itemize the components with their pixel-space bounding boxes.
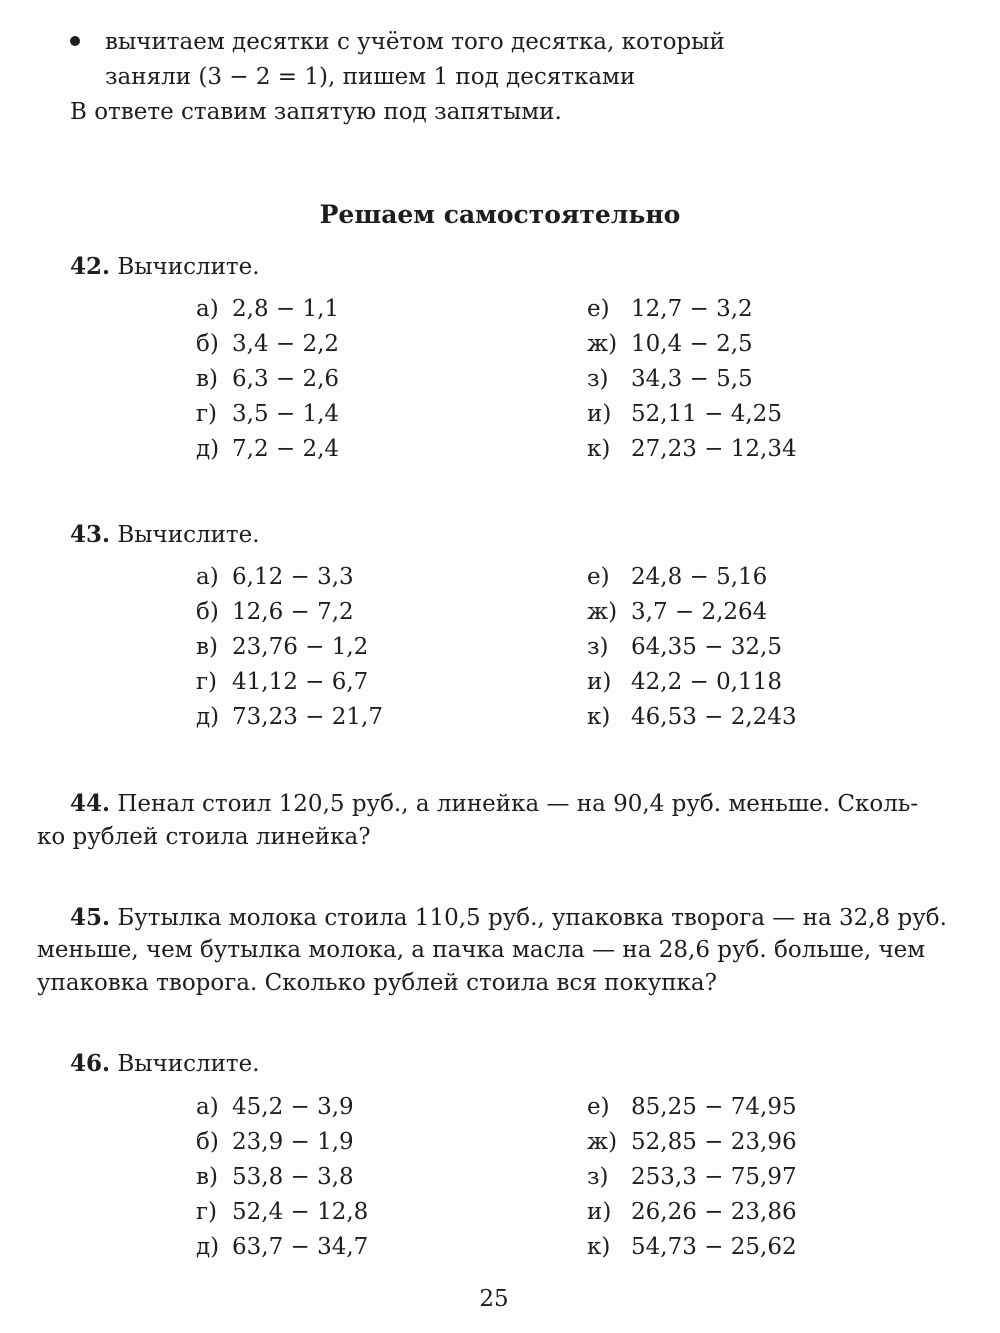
exercise-43-header — [70, 517, 260, 553]
problem-46i — [587, 1195, 797, 1230]
problem-expression: 3,5 − 1,4 — [232, 401, 340, 427]
exercise-42-header — [70, 249, 260, 285]
problem-expression: 64,35 − 32,5 — [631, 634, 782, 660]
problem-label: г) — [196, 669, 218, 695]
problem-label: в) — [196, 366, 218, 392]
exercise-45-line-1 — [70, 900, 947, 936]
exercise-44-line-2: ко рублей стоила линейка? — [37, 824, 371, 850]
exercise-42-left-column — [196, 292, 339, 467]
problem-label: д) — [196, 704, 220, 730]
problem-expression: 2,8 − 1,1 — [232, 296, 340, 322]
problem-expression: 7,2 − 2,4 — [232, 436, 340, 462]
problem-expression: 42,2 − 0,118 — [631, 669, 782, 695]
problem-label: б) — [196, 599, 219, 625]
problem-label: г) — [196, 401, 218, 427]
problem-expression: 85,25 − 74,95 — [631, 1094, 797, 1120]
problem-expression: 52,85 − 23,96 — [631, 1129, 797, 1155]
exercise-42-right-column — [587, 292, 797, 467]
exercise-46-header — [70, 1046, 260, 1082]
exercise-44-line-1 — [70, 786, 918, 822]
problem-46g — [196, 1195, 368, 1230]
exercise-45-line-2: меньше, чем бутылка молока, а пачка масла — на 28,6 руб. больше, чем — [37, 937, 926, 963]
problem-expression: 26,26 − 23,86 — [631, 1199, 797, 1225]
problem-46k — [587, 1230, 797, 1265]
problem-label: в) — [196, 634, 218, 660]
problem-label: и) — [587, 401, 612, 427]
problem-expression: 46,53 − 2,243 — [631, 704, 797, 730]
problem-42g — [196, 397, 339, 432]
page-number: 25 — [479, 1286, 509, 1312]
intro-conclusion: В ответе ставим запятую под запятыми. — [70, 99, 562, 125]
problem-42z — [587, 362, 797, 397]
problem-label: в) — [196, 1164, 218, 1190]
problem-43zh — [587, 595, 797, 630]
problem-42zh — [587, 327, 797, 362]
problem-label: а) — [196, 1094, 219, 1120]
problem-42b — [196, 327, 339, 362]
problem-42v — [196, 362, 339, 397]
problem-42a — [196, 292, 339, 327]
problem-label: е) — [587, 296, 610, 322]
problem-label: б) — [196, 1129, 219, 1155]
problem-label: и) — [587, 1199, 612, 1225]
problem-expression: 3,4 − 2,2 — [232, 331, 340, 357]
exercise-44-number: 44. — [70, 790, 111, 817]
exercise-46-number: 46. — [70, 1050, 111, 1077]
problem-label: г) — [196, 1199, 218, 1225]
problem-expression: 6,3 − 2,6 — [232, 366, 340, 392]
problem-label: к) — [587, 704, 611, 730]
problem-label: з) — [587, 366, 609, 392]
exercise-44-text: Пенал стоил 120,5 руб., а линейка — на 90,4 руб. меньше. Сколь- — [117, 791, 919, 817]
intro-bullet-line-1: вычитаем десятки с учётом того десятка, который — [105, 29, 725, 55]
problem-43b — [196, 595, 383, 630]
problem-label: б) — [196, 331, 219, 357]
exercise-43-instruction: Вычислите. — [117, 522, 260, 548]
problem-expression: 10,4 − 2,5 — [631, 331, 753, 357]
problem-expression: 23,9 − 1,9 — [232, 1129, 354, 1155]
exercise-46-left-column — [196, 1090, 368, 1265]
problem-46b — [196, 1125, 368, 1160]
problem-expression: 52,11 − 4,25 — [631, 401, 782, 427]
exercise-46-instruction: Вычислите. — [117, 1051, 260, 1077]
problem-42k — [587, 432, 797, 467]
problem-label: е) — [587, 564, 610, 590]
problem-expression: 253,3 − 75,97 — [631, 1164, 797, 1190]
exercise-46-right-column — [587, 1090, 797, 1265]
exercise-45-number: 45. — [70, 904, 111, 931]
problem-expression: 41,12 − 6,7 — [232, 669, 369, 695]
problem-label: ж) — [587, 1129, 618, 1155]
problem-label: к) — [587, 436, 611, 462]
problem-expression: 34,3 − 5,5 — [631, 366, 753, 392]
exercise-45-line-3: упаковка творога. Сколько рублей стоила вся покупка? — [37, 970, 717, 996]
problem-expression: 53,8 − 3,8 — [232, 1164, 354, 1190]
problem-43d — [196, 700, 383, 735]
problem-expression: 3,7 − 2,264 — [631, 599, 768, 625]
section-title: Решаем самостоятельно — [319, 200, 681, 229]
exercise-43-right-column — [587, 560, 797, 735]
problem-43a — [196, 560, 383, 595]
problem-label: а) — [196, 564, 219, 590]
problem-43e — [587, 560, 797, 595]
problem-46v — [196, 1160, 368, 1195]
problem-expression: 6,12 − 3,3 — [232, 564, 354, 590]
problem-46z — [587, 1160, 797, 1195]
bullet-icon — [70, 36, 80, 46]
problem-expression: 73,23 − 21,7 — [232, 704, 383, 730]
problem-43g — [196, 665, 383, 700]
problem-42e — [587, 292, 797, 327]
problem-42d — [196, 432, 339, 467]
problem-expression: 23,76 − 1,2 — [232, 634, 369, 660]
problem-43v — [196, 630, 383, 665]
problem-label: д) — [196, 436, 220, 462]
problem-label: ж) — [587, 599, 618, 625]
problem-43k — [587, 700, 797, 735]
problem-43i — [587, 665, 797, 700]
problem-43z — [587, 630, 797, 665]
problem-expression: 63,7 − 34,7 — [232, 1234, 369, 1260]
problem-label: е) — [587, 1094, 610, 1120]
exercise-43-left-column — [196, 560, 383, 735]
problem-expression: 24,8 − 5,16 — [631, 564, 768, 590]
intro-bullet-line-2: заняли (3 − 2 = 1), пишем 1 под десятками — [105, 64, 636, 90]
exercise-43-number: 43. — [70, 521, 111, 548]
exercise-42-number: 42. — [70, 253, 111, 280]
exercise-42-instruction: Вычислите. — [117, 254, 260, 280]
problem-42i — [587, 397, 797, 432]
problem-label: ж) — [587, 331, 618, 357]
problem-expression: 52,4 − 12,8 — [232, 1199, 369, 1225]
problem-label: з) — [587, 634, 609, 660]
problem-expression: 54,73 − 25,62 — [631, 1234, 797, 1260]
problem-label: а) — [196, 296, 219, 322]
problem-label: з) — [587, 1164, 609, 1190]
problem-expression: 45,2 − 3,9 — [232, 1094, 354, 1120]
problem-expression: 27,23 − 12,34 — [631, 436, 797, 462]
problem-46a — [196, 1090, 368, 1125]
problem-expression: 12,6 − 7,2 — [232, 599, 354, 625]
problem-expression: 12,7 − 3,2 — [631, 296, 753, 322]
problem-label: и) — [587, 669, 612, 695]
problem-label: к) — [587, 1234, 611, 1260]
problem-46zh — [587, 1125, 797, 1160]
problem-46d — [196, 1230, 368, 1265]
problem-46e — [587, 1090, 797, 1125]
problem-label: д) — [196, 1234, 220, 1260]
exercise-45-text: Бутылка молока стоила 110,5 руб., упаковка творога — на 32,8 руб. — [117, 905, 947, 931]
